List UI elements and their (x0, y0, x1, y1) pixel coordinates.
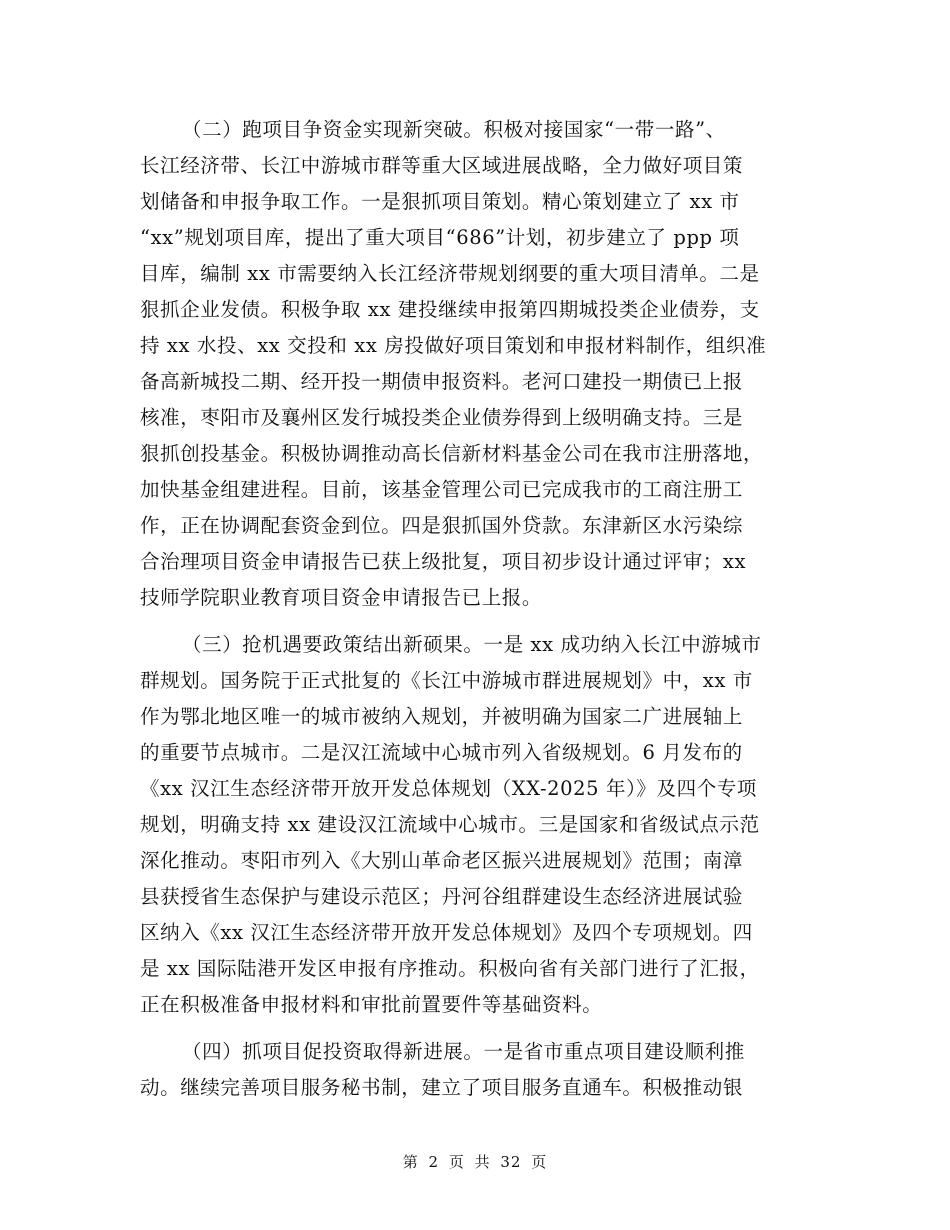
paragraph-3-line-6: 规划，明确支持 xx 建设汉江流域中心城市。三是国家和省级试点示范 (140, 813, 760, 836)
paragraph-4-line-1: （四）抓项目促投资取得新进展。一是省市重点项目建设顺利推 (182, 1040, 745, 1063)
page-number-footer: 第 2 页 共 32 页 (402, 1153, 548, 1171)
paragraph-2-line-1: （二）跑项目争资金实现新突破。积极对接国家“一带一路”、 (182, 118, 726, 141)
paragraph-2-line-6: 狠抓企业发债。积极争取 xx 建投继续申报第四期城投类企业债券，支 (140, 298, 760, 321)
paragraph-2-line-5: 目库，编制 xx 市需要纳入长江经济带规划纲要的重大项目清单。二是 (140, 262, 760, 285)
paragraph-2-line-7: 持 xx 水投、xx 交投和 xx 房投做好项目策划和申报材料制作，组织准 (140, 334, 767, 357)
paragraph-2-line-10: 狠抓创投基金。积极协调推动高长信新材料基金公司在我市注册落地， (140, 442, 764, 465)
paragraph-3-line-4: 的重要节点城市。二是汉江流域中心城市列入省级规划。6 月发布的 (140, 741, 743, 764)
paragraph-2-line-13: 合治理项目资金申请报告已获上级批复，项目初步设计通过评审；xx (140, 550, 747, 573)
paragraph-3-line-2: 群规划。国务院于正式批复的《长江中游城市群进展规划》中，xx 市 (140, 669, 753, 692)
paragraph-2-line-12: 作，正在协调配套资金到位。四是狠抓国外贷款。东津新区水污染综 (140, 514, 744, 537)
paragraph-3-line-1: （三）抢机遇要政策结出新硕果。一是 xx 成功纳入长江中游城市 (182, 633, 762, 656)
paragraph-2-line-2: 长江经济带、长江中游城市群等重大区域进展战略，全力做好项目策 (140, 154, 744, 177)
paragraph-3-line-9: 区纳入《xx 汉江生态经济带开放开发总体规划》及四个专项规划。四 (140, 921, 753, 944)
paragraph-3-line-7: 深化推动。枣阳市列入《大别山革命老区振兴进展规划》范围；南漳 (140, 849, 744, 872)
paragraph-2-line-4: “xx”规划项目库，提出了重大项目“686”计划，初步建立了 ppp 项 (140, 226, 740, 249)
paragraph-2-line-3: 划储备和申报争取工作。一是狠抓项目策划。精心策划建立了 xx 市 (140, 190, 740, 213)
paragraph-4-line-2: 动。继续完善项目服务秘书制，建立了项目服务直通车。积极推动银 (140, 1076, 744, 1099)
paragraph-3-line-10: 是 xx 国际陆港开发区申报有序推动。积极向省有关部门进行了汇报， (140, 957, 760, 980)
paragraph-3-line-8: 县获授省生态保护与建设示范区；丹河谷组群建设生态经济进展试验 (140, 885, 744, 908)
paragraph-2-line-11: 加快基金组建进程。目前，该基金管理公司已完成我市的工商注册工 (140, 478, 744, 501)
paragraph-3-line-3: 作为鄂北地区唯一的城市被纳入规划，并被明确为国家二广进展轴上 (140, 705, 744, 728)
paragraph-2-line-14: 技师学院职业教育项目资金申请报告已上报。 (140, 586, 543, 609)
paragraph-2-line-9: 核准，枣阳市及襄州区发行城投类企业债券得到上级明确支持。三是 (140, 406, 744, 429)
paragraph-2-line-8: 备高新城投二期、经开投一期债申报资料。老河口建投一期债已上报 (140, 370, 744, 393)
paragraph-3-line-11: 正在积极准备申报材料和审批前置要件等基础资料。 (140, 993, 603, 1016)
paragraph-3-line-5: 《xx 汉江生态经济带开放开发总体规划（XX-2025 年）》及四个专项 (140, 777, 758, 800)
